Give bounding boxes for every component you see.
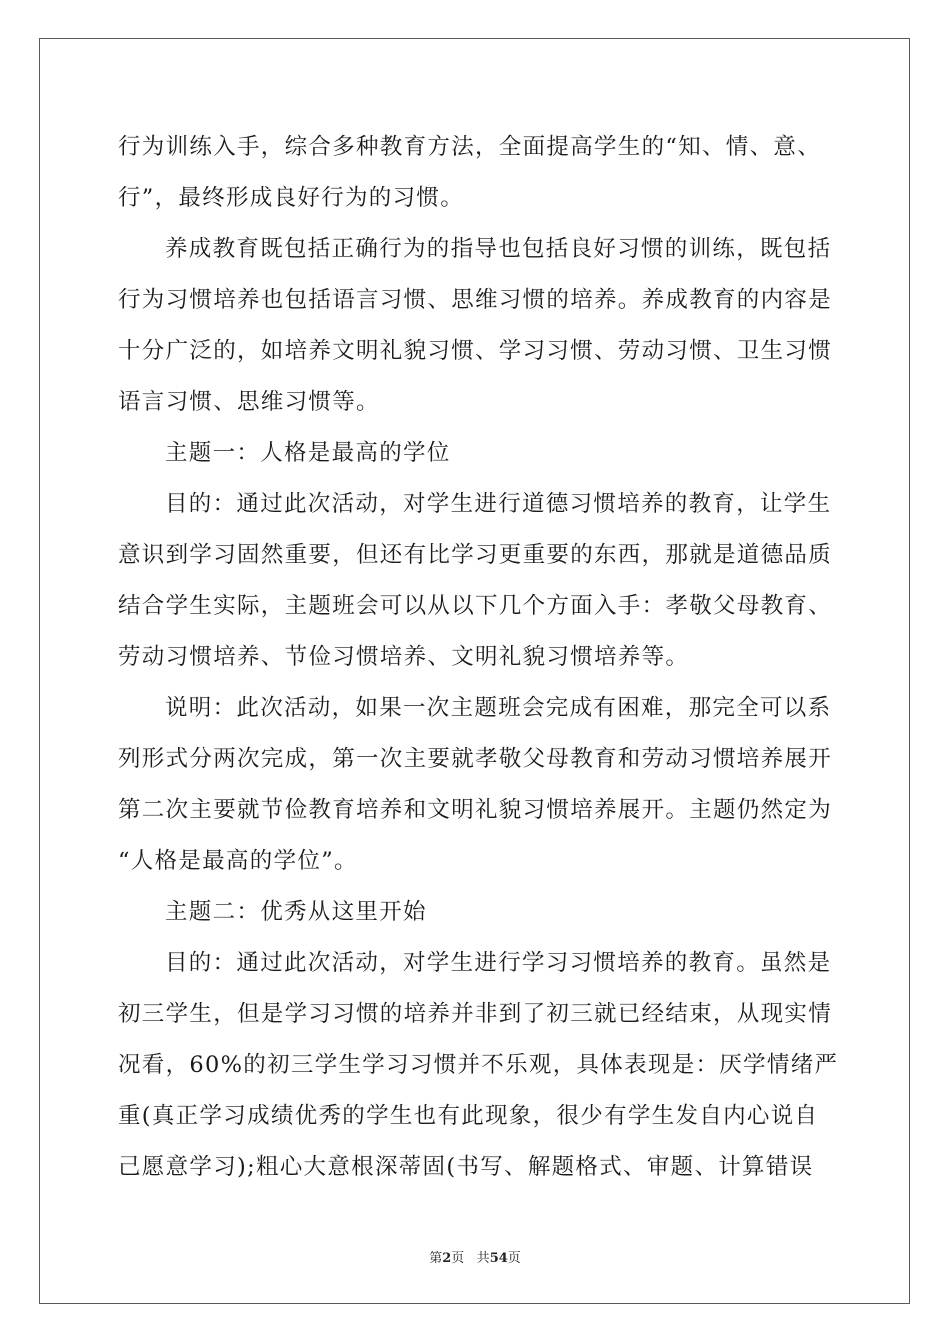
section-heading: 主题二：优秀从这里开始 (165, 899, 427, 925)
total-pages: 54 (489, 1251, 508, 1266)
document-body (118, 122, 838, 1193)
page-suffix: 页 (451, 1251, 465, 1266)
page-number: 2 (442, 1251, 452, 1266)
body-line: “人格是最高的学位”。 (118, 848, 358, 874)
body-line: 意识到学习固然重要，但还有比学习更重要的东西，那就是道德品质 (118, 542, 833, 568)
body-line: 第二次主要就节俭教育培养和文明礼貌习惯培养展开。主题仍然定为 (118, 797, 833, 823)
total-prefix: 共 (476, 1251, 490, 1266)
body-line: 重(真正学习成绩优秀的学生也有此现象，很少有学生发自内心说自 (118, 1103, 819, 1129)
page-footer (0, 1247, 950, 1266)
body-line: 列形式分两次完成，第一次主要就孝敬父母教育和劳动习惯培养展开 (118, 746, 833, 772)
body-line: 行”，最终形成良好行为的习惯。 (118, 185, 465, 211)
body-line: 劳动习惯培养、节俭习惯培养、文明礼貌习惯培养等。 (118, 644, 690, 670)
body-line: 目的：通过此次活动，对学生进行道德习惯培养的教育，让学生 (165, 491, 832, 517)
page-prefix: 第 (429, 1251, 443, 1266)
section-heading: 主题一：人格是最高的学位 (165, 440, 451, 466)
body-line: 行为训练入手，综合多种教育方法，全面提高学生的“知、情、意、 (118, 134, 822, 160)
total-suffix: 页 (507, 1251, 521, 1266)
body-line: 目的：通过此次活动，对学生进行学习习惯培养的教育。虽然是 (165, 950, 832, 976)
body-line: 十分广泛的，如培养文明礼貌习惯、学习习惯、劳动习惯、卫生习惯 (118, 338, 833, 364)
body-line: 说明：此次活动，如果一次主题班会完成有困难，那完全可以系 (165, 695, 832, 721)
body-line: 结合学生实际，主题班会可以从以下几个方面入手：孝敬父母教育、 (118, 593, 833, 619)
body-line: 养成教育既包括正确行为的指导也包括良好习惯的训练，既包括 (165, 236, 832, 262)
body-line: 语言习惯、思维习惯等。 (118, 389, 380, 415)
body-line: 行为习惯培养也包括语言习惯、思维习惯的培养。养成教育的内容是 (118, 287, 833, 313)
body-line: 己愿意学习);粗心大意根深蒂固(书写、解题格式、审题、计算错误 (118, 1154, 814, 1180)
body-line: 况看，60%的初三学生学习习惯并不乐观，具体表现是：厌学情绪严 (118, 1052, 839, 1078)
body-line: 初三学生，但是学习习惯的培养并非到了初三就已经结束，从现实情 (118, 1001, 833, 1027)
